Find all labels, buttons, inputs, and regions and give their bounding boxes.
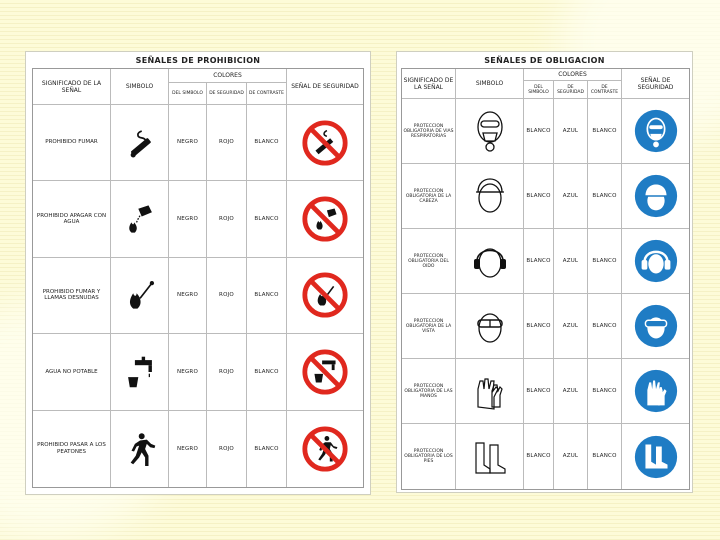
row-meaning: PROHIBIDO FUMAR bbox=[33, 105, 111, 181]
header-colors: COLORES bbox=[169, 69, 287, 83]
row-safety-color: ROJO bbox=[207, 181, 247, 257]
match-flame-icon bbox=[111, 258, 169, 334]
obligation-title: SEÑALES DE OBLIGACION bbox=[484, 56, 605, 65]
header-safety-sign: SEÑAL DE SEGURIDAD bbox=[287, 69, 363, 105]
row-contrast-color: BLANCO bbox=[247, 334, 287, 410]
row-meaning: PROHIBIDO PASAR A LOS PEATONES bbox=[33, 411, 111, 487]
row-meaning: PROTECCION OBLIGATORIA DE LOS PIES bbox=[402, 424, 456, 489]
prohibition-table bbox=[32, 68, 364, 488]
header-symbol-color: DEL SIMBOLO bbox=[169, 83, 207, 105]
obligation-table bbox=[401, 68, 690, 490]
row-contrast-color: BLANCO bbox=[588, 229, 622, 294]
row-contrast-color: BLANCO bbox=[247, 181, 287, 257]
row-safety-color: AZUL bbox=[554, 229, 588, 294]
row-safety-color: ROJO bbox=[207, 334, 247, 410]
water-bucket-fire-icon bbox=[111, 181, 169, 257]
row-meaning: PROTECCION OBLIGATORIA DE LA VISTA bbox=[402, 294, 456, 359]
row-symbol-color: BLANCO bbox=[524, 164, 554, 229]
row-safety-color: AZUL bbox=[554, 99, 588, 164]
row-contrast-color: BLANCO bbox=[588, 294, 622, 359]
header-contrast-color: DE CONTRASTE bbox=[588, 81, 622, 99]
row-symbol-color: NEGRO bbox=[169, 411, 207, 487]
row-meaning: PROHIBIDO FUMAR Y LLAMAS DESNUDAS bbox=[33, 258, 111, 334]
hand-protection-sign-icon bbox=[622, 359, 689, 424]
header-meaning: SIGNIFICADO DE LA SEÑAL bbox=[402, 69, 456, 99]
cigarette-icon bbox=[111, 105, 169, 181]
row-contrast-color: BLANCO bbox=[588, 359, 622, 424]
obligation-sheet bbox=[397, 52, 692, 492]
row-contrast-color: BLANCO bbox=[247, 258, 287, 334]
row-safety-color: ROJO bbox=[207, 105, 247, 181]
row-symbol-color: NEGRO bbox=[169, 181, 207, 257]
row-contrast-color: BLANCO bbox=[247, 105, 287, 181]
row-symbol-color: NEGRO bbox=[169, 258, 207, 334]
eye-protection-sign-icon bbox=[622, 294, 689, 359]
row-symbol-color: NEGRO bbox=[169, 334, 207, 410]
row-safety-color: AZUL bbox=[554, 359, 588, 424]
header-safety-color: DE SEGURIDAD bbox=[554, 81, 588, 99]
pedestrian-icon bbox=[111, 411, 169, 487]
row-meaning: PROTECCION OBLIGATORIA DE LA CABEZA bbox=[402, 164, 456, 229]
row-meaning: AGUA NO POTABLE bbox=[33, 334, 111, 410]
row-symbol-color: NEGRO bbox=[169, 105, 207, 181]
header-symbol: SIMBOLO bbox=[456, 69, 524, 99]
row-meaning: PROTECCION OBLIGATORIA DE LAS MANOS bbox=[402, 359, 456, 424]
header-safety-sign: SEÑAL DE SEGURIDAD bbox=[622, 69, 689, 99]
ear-protection-icon bbox=[456, 229, 524, 294]
no-smoking-sign-icon bbox=[287, 105, 363, 181]
row-contrast-color: BLANCO bbox=[588, 164, 622, 229]
prohibition-sheet bbox=[26, 52, 370, 494]
row-contrast-color: BLANCO bbox=[588, 424, 622, 489]
foot-protection-sign-icon bbox=[622, 424, 689, 489]
row-symbol-color: BLANCO bbox=[524, 99, 554, 164]
row-symbol-color: BLANCO bbox=[524, 359, 554, 424]
goggles-icon bbox=[456, 294, 524, 359]
hearing-protection-sign-icon bbox=[622, 229, 689, 294]
row-safety-color: ROJO bbox=[207, 411, 247, 487]
row-symbol-color: BLANCO bbox=[524, 424, 554, 489]
gloves-icon bbox=[456, 359, 524, 424]
helmet-icon bbox=[456, 164, 524, 229]
header-safety-color: DE SEGURIDAD bbox=[207, 83, 247, 105]
row-safety-color: AZUL bbox=[554, 294, 588, 359]
respirator-mask-icon bbox=[456, 99, 524, 164]
tap-glass-icon bbox=[111, 334, 169, 410]
header-colors: COLORES bbox=[524, 69, 622, 81]
row-safety-color: ROJO bbox=[207, 258, 247, 334]
header-contrast-color: DE CONTRASTE bbox=[247, 83, 287, 105]
row-safety-color: AZUL bbox=[554, 164, 588, 229]
respiratory-protection-sign-icon bbox=[622, 99, 689, 164]
header-meaning: SIGNIFICADO DE LA SEÑAL bbox=[33, 69, 111, 105]
row-contrast-color: BLANCO bbox=[588, 99, 622, 164]
head-protection-sign-icon bbox=[622, 164, 689, 229]
row-symbol-color: BLANCO bbox=[524, 229, 554, 294]
no-open-flame-sign-icon bbox=[287, 258, 363, 334]
row-meaning: PROHIBIDO APAGAR CON AGUA bbox=[33, 181, 111, 257]
non-potable-water-sign-icon bbox=[287, 334, 363, 410]
prohibition-title: SEÑALES DE PROHIBICION bbox=[135, 56, 261, 65]
row-contrast-color: BLANCO bbox=[247, 411, 287, 487]
header-symbol-color: DEL SIMBOLO bbox=[524, 81, 554, 99]
header-symbol: SIMBOLO bbox=[111, 69, 169, 105]
row-symbol-color: BLANCO bbox=[524, 294, 554, 359]
boots-icon bbox=[456, 424, 524, 489]
row-safety-color: AZUL bbox=[554, 424, 588, 489]
no-water-extinguish-sign-icon bbox=[287, 181, 363, 257]
no-pedestrians-sign-icon bbox=[287, 411, 363, 487]
row-meaning: PROTECCION OBLIGATORIA DEL OIDO bbox=[402, 229, 456, 294]
row-meaning: PROTECCION OBLIGATORIA DE VIAS RESPIRATORIAS bbox=[402, 99, 456, 164]
